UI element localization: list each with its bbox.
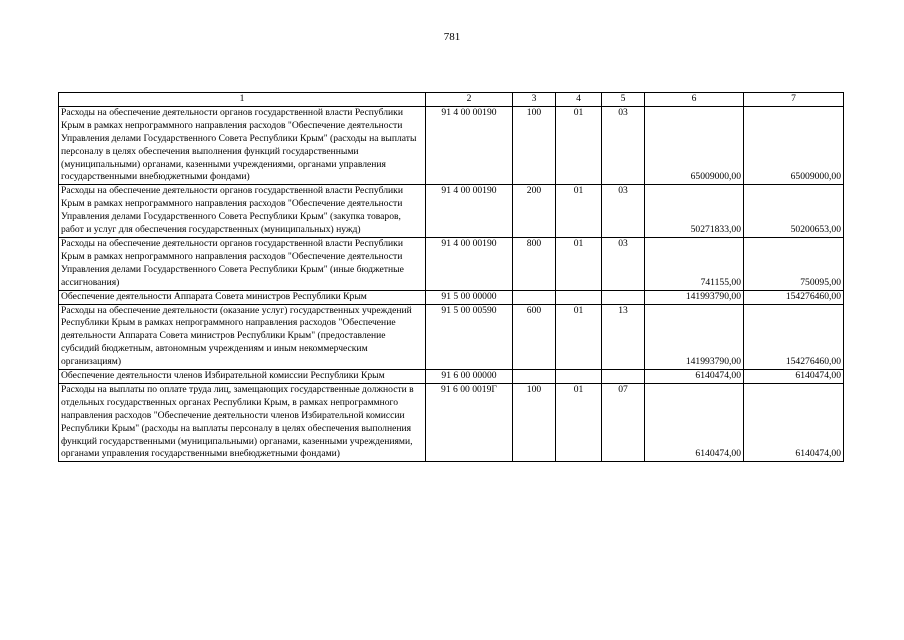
amount-col-7: 65009000,00 [744,106,844,184]
budget-table [58,92,844,462]
subsection-code: 03 [602,185,645,238]
expense-type-code: 100 [513,106,556,184]
amount-col-6: 6140474,00 [645,383,744,461]
table-row [59,237,844,290]
expense-type-code: 600 [513,304,556,370]
expense-name: Расходы на обеспечение деятельности органов государственной власти Республики Крым в рамках непрограммного направления расходов "Обеспечение деятельности Управления делами Государственного Совета Республики Крым" (закупка товаров, работ и услуг для обеспечения государственных (муниципальных) нужд) [59,185,426,238]
section-code: 01 [556,185,602,238]
table-row [59,290,844,304]
expense-type-code: 800 [513,237,556,290]
table-row [59,106,844,184]
target-article-code: 91 4 00 00190 [426,237,513,290]
header-cell: 6 [645,93,744,107]
target-article-code: 91 5 00 00000 [426,290,513,304]
header-cell: 7 [744,93,844,107]
subsection-code: 13 [602,304,645,370]
amount-col-6: 141993790,00 [645,304,744,370]
amount-col-7: 750095,00 [744,237,844,290]
header-row [59,93,844,107]
subsection-code [602,370,645,384]
amount-col-6: 141993790,00 [645,290,744,304]
target-article-code: 91 5 00 00590 [426,304,513,370]
header-cell: 3 [513,93,556,107]
expense-type-code [513,370,556,384]
target-article-code: 91 6 00 00000 [426,370,513,384]
section-code: 01 [556,106,602,184]
target-article-code: 91 6 00 0019Г [426,383,513,461]
subsection-code: 07 [602,383,645,461]
section-code [556,370,602,384]
header-cell: 4 [556,93,602,107]
amount-col-6: 741155,00 [645,237,744,290]
target-article-code: 91 4 00 00190 [426,185,513,238]
header-cell: 5 [602,93,645,107]
amount-col-6: 65009000,00 [645,106,744,184]
amount-col-7: 6140474,00 [744,370,844,384]
expense-type-code: 200 [513,185,556,238]
expense-type-code [513,290,556,304]
header-cell: 2 [426,93,513,107]
amount-col-6: 6140474,00 [645,370,744,384]
table-row [59,185,844,238]
target-article-code: 91 4 00 00190 [426,106,513,184]
amount-col-7: 154276460,00 [744,304,844,370]
table-row [59,304,844,370]
amount-col-7: 6140474,00 [744,383,844,461]
header-cell: 1 [59,93,426,107]
expense-name: Расходы на обеспечение деятельности органов государственной власти Республики Крым в рамках непрограммного направления расходов "Обеспечение деятельности Управления делами Государственного Совета Республики Крым" (расходы на выплаты персоналу в целях обеспечения выполнения функций государственными (муниципальными) органами, казенными учреждениями, органами управления государственными внебюджетными фондами) [59,106,426,184]
expense-name: Расходы на обеспечение деятельности (оказание услуг) государственных учреждений Республики Крым в рамках непрограммного направления расходов "Обеспечение деятельности Аппарата Совета министров Республики Крым" (предоставление субсидий бюджетным, автономным учреждениям и иным некоммерческим организациям) [59,304,426,370]
section-code: 01 [556,383,602,461]
expense-name: Обеспечение деятельности членов Избирательной комиссии Республики Крым [59,370,426,384]
amount-col-7: 154276460,00 [744,290,844,304]
subsection-code [602,290,645,304]
table-row [59,370,844,384]
amount-col-6: 50271833,00 [645,185,744,238]
expense-name: Обеспечение деятельности Аппарата Совета министров Республики Крым [59,290,426,304]
amount-col-7: 50200653,00 [744,185,844,238]
section-code: 01 [556,237,602,290]
section-code [556,290,602,304]
section-code: 01 [556,304,602,370]
expense-type-code: 100 [513,383,556,461]
subsection-code: 03 [602,237,645,290]
subsection-code: 03 [602,106,645,184]
page-number: 781 [443,31,461,43]
expense-name: Расходы на обеспечение деятельности органов государственной власти Республики Крым в рамках непрограммного направления расходов "Обеспечение деятельности Управления делами Государственного Совета Республики Крым" (иные бюджетные ассигнования) [59,237,426,290]
table-row [59,383,844,461]
expense-name: Расходы на выплаты по оплате труда лиц, замещающих государственные должности в отдельных государственных органах Республики Крым, в рамках непрограммного направления расходов "Обеспечение деятельности членов Избирательной комиссии Республики Крым" (расходы на выплаты персоналу в целях обеспечения выполнения функций государственными (муниципальными) органами, казенными учреждениями, органами управления государственными внебюджетными фондами) [59,383,426,461]
